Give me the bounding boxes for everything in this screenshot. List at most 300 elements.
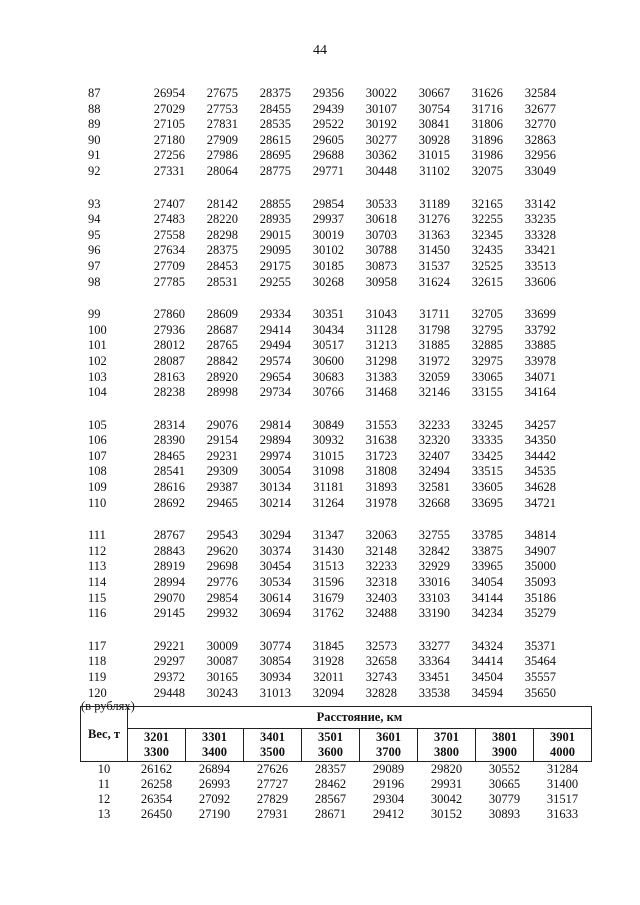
tariff-cell: 27829 [256, 792, 289, 806]
weight-cell: 12 [97, 792, 111, 806]
tariff-cell: 31633 [546, 807, 579, 821]
table-row [88, 686, 556, 702]
tariff-cell: 29522 [312, 117, 344, 132]
tariff-cell: 31716 [471, 101, 503, 116]
tariff-cell: 30932 [312, 433, 344, 448]
tariff-cell: 32581 [418, 480, 450, 495]
tariff-cell: 32755 [418, 528, 450, 543]
tariff-cell: 31762 [312, 606, 344, 621]
tariff-cell: 31102 [419, 163, 450, 178]
group-spacer [88, 511, 556, 528]
tariff-cell: 32863 [524, 132, 556, 147]
tariff-cell: 29297 [153, 654, 185, 669]
tariff-cell: 29089 [372, 762, 405, 776]
weight-cell: 111 [88, 528, 106, 543]
tariff-cell: 33190 [418, 606, 450, 621]
range-to: 4000 [550, 745, 575, 759]
tariff-cell: 30448 [365, 163, 397, 178]
tariff-cell: 30600 [312, 353, 344, 368]
tariff-cell: 30873 [365, 258, 397, 273]
tariff-cell: 27727 [256, 777, 289, 791]
table-row [88, 102, 556, 118]
tariff-cell: 28462 [314, 777, 347, 791]
tariff-cell: 33606 [524, 274, 556, 289]
table-row [88, 433, 556, 449]
spacer-cell [88, 622, 556, 639]
tariff-cell: 33605 [471, 480, 503, 495]
weight-cell: 101 [88, 338, 107, 353]
weight-cell: 120 [88, 685, 107, 700]
distance-header: Расстояние, км [128, 707, 592, 729]
table-row [88, 480, 556, 496]
tariff-table-continued [88, 86, 556, 701]
tariff-cell: 32318 [365, 575, 397, 590]
distance-range-header [128, 729, 186, 762]
distance-range-header [360, 729, 418, 762]
tariff-cell: 28615 [259, 132, 291, 147]
tariff-cell: 30665 [488, 777, 521, 791]
tariff-cell: 29154 [206, 433, 238, 448]
tariff-cell: 28535 [259, 117, 291, 132]
tariff-cell: 32795 [471, 322, 503, 337]
table-row [88, 338, 556, 354]
tariff-cell: 30683 [312, 369, 344, 384]
tariff-cell: 29814 [259, 417, 291, 432]
weight-cell: 104 [88, 385, 107, 400]
tariff-cell: 33792 [524, 322, 556, 337]
tariff-cell: 32658 [365, 654, 397, 669]
tariff-cell: 34721 [524, 495, 556, 510]
weight-cell: 102 [88, 353, 107, 368]
tariff-cell: 28012 [153, 338, 185, 353]
tariff-cell: 28695 [259, 148, 291, 163]
table-row [88, 670, 556, 686]
weight-cell: 107 [88, 448, 107, 463]
tariff-cell: 28220 [206, 212, 238, 227]
tariff-cell: 29688 [312, 148, 344, 163]
tariff-cell: 30779 [488, 792, 521, 806]
tariff-cell: 28375 [206, 243, 238, 258]
weight-cell: 113 [88, 559, 107, 574]
tariff-cell: 28775 [259, 163, 291, 178]
tariff-cell: 30268 [312, 274, 344, 289]
tariff-cell: 28842 [206, 353, 238, 368]
tariff-cell: 31845 [312, 638, 344, 653]
tariff-cell: 31276 [418, 212, 450, 227]
table-row [88, 385, 556, 401]
tariff-cell: 29231 [206, 448, 238, 463]
tariff-cell: 32320 [418, 433, 450, 448]
weight-cell: 95 [88, 227, 101, 242]
tariff-cell: 28357 [314, 762, 347, 776]
table-row [88, 354, 556, 370]
tariff-cell: 33451 [418, 670, 450, 684]
tariff-cell: 32705 [471, 307, 503, 322]
tariff-cell: 34594 [471, 685, 503, 700]
tariff-cell: 32435 [471, 243, 503, 258]
table-row [88, 370, 556, 386]
tariff-cell: 32929 [418, 559, 450, 574]
tariff-cell: 26162 [140, 762, 173, 776]
tariff-cell: 26258 [140, 777, 173, 791]
table-row [88, 148, 556, 164]
weight-cell: 93 [88, 196, 101, 211]
tariff-cell: 31363 [418, 227, 450, 242]
distance-range-header [186, 729, 244, 762]
tariff-cell: 28238 [153, 385, 185, 400]
tariff-cell: 27709 [153, 258, 185, 273]
tariff-cell: 32148 [365, 543, 397, 558]
tariff-cell: 29932 [206, 606, 238, 621]
weight-cell: 97 [88, 258, 101, 273]
tariff-cell: 26993 [198, 777, 231, 791]
tariff-cell: 34164 [524, 385, 556, 400]
tariff-cell: 31430 [312, 543, 344, 558]
spacer-cell [88, 511, 556, 528]
table-row [88, 133, 556, 149]
group-spacer [88, 290, 556, 307]
tariff-table-new-section [80, 706, 592, 822]
table-row [88, 164, 556, 180]
tariff-cell: 31679 [312, 590, 344, 605]
table-row [88, 243, 556, 259]
tariff-cell: 30849 [312, 417, 344, 432]
tariff-cell: 29820 [430, 762, 463, 776]
tariff-cell: 32494 [418, 464, 450, 479]
tariff-cell: 31896 [471, 132, 503, 147]
tariff-cell: 28767 [153, 528, 185, 543]
weight-cell: 109 [88, 480, 107, 495]
tariff-cell: 29175 [259, 258, 291, 273]
tariff-cell: 31638 [365, 433, 397, 448]
tariff-cell: 27190 [198, 807, 231, 821]
distance-range-header [476, 729, 534, 762]
tariff-cell: 27105 [153, 117, 185, 132]
tariff-cell: 27092 [198, 792, 231, 806]
tariff-cell: 31264 [312, 495, 344, 510]
tariff-cell: 30362 [365, 148, 397, 163]
distance-range-header [302, 729, 360, 762]
group-spacer [88, 180, 556, 197]
tariff-cell: 28935 [259, 212, 291, 227]
tariff-cell: 29309 [206, 464, 238, 479]
tariff-cell: 30214 [259, 495, 291, 510]
tariff-cell: 31808 [365, 464, 397, 479]
range-to: 3900 [492, 745, 517, 759]
tariff-cell: 32975 [471, 353, 503, 368]
tariff-cell: 31626 [471, 86, 503, 100]
tariff-cell: 29937 [312, 212, 344, 227]
tariff-cell: 30533 [365, 196, 397, 211]
tariff-cell: 31298 [365, 353, 397, 368]
table-row [88, 418, 556, 434]
weight-cell: 87 [88, 86, 101, 100]
tariff-cell: 28671 [314, 807, 347, 821]
tariff-cell: 30667 [418, 86, 450, 100]
table-row [88, 544, 556, 560]
tariff-cell: 28994 [153, 575, 185, 590]
tariff-cell: 28920 [206, 369, 238, 384]
tariff-cell: 32525 [471, 258, 503, 273]
tariff-cell: 30893 [488, 807, 521, 821]
tariff-cell: 28087 [153, 353, 185, 368]
tariff-cell: 29734 [259, 385, 291, 400]
tariff-cell: 33875 [471, 543, 503, 558]
tariff-cell: 33364 [418, 654, 450, 669]
tariff-cell: 30766 [312, 385, 344, 400]
tariff-cell: 33065 [471, 369, 503, 384]
tariff-cell: 33695 [471, 495, 503, 510]
tariff-cell: 34144 [471, 590, 503, 605]
tariff-cell: 29015 [259, 227, 291, 242]
tariff-cell: 31885 [418, 338, 450, 353]
tariff-cell: 31513 [312, 559, 344, 574]
weight-cell: 98 [88, 274, 101, 289]
tariff-cell: 28616 [153, 480, 185, 495]
tariff-cell: 29698 [206, 559, 238, 574]
table-row [88, 591, 556, 607]
weight-cell: 89 [88, 117, 101, 132]
tariff-cell: 32165 [471, 196, 503, 211]
tariff-cell: 29221 [153, 638, 185, 653]
tariff-cell: 29931 [430, 777, 463, 791]
tariff-cell: 27909 [206, 132, 238, 147]
tariff-cell: 33277 [418, 638, 450, 653]
tariff-cell: 30134 [259, 480, 291, 495]
tariff-cell: 30928 [418, 132, 450, 147]
tariff-cell: 28998 [206, 385, 238, 400]
table-row [88, 259, 556, 275]
tariff-cell: 29412 [372, 807, 405, 821]
tariff-cell: 29372 [153, 670, 185, 684]
weight-cell: 108 [88, 464, 107, 479]
tariff-cell: 33335 [471, 433, 503, 448]
tariff-cell: 29605 [312, 132, 344, 147]
weight-cell: 118 [88, 654, 107, 669]
tariff-cell: 29439 [312, 101, 344, 116]
tariff-cell: 33538 [418, 685, 450, 700]
tariff-cell: 31284 [546, 762, 579, 776]
tariff-cell: 31553 [365, 417, 397, 432]
tariff-cell: 34414 [471, 654, 503, 669]
tariff-cell: 34350 [524, 433, 556, 448]
tariff-cell: 30102 [312, 243, 344, 258]
tariff-cell: 32584 [524, 86, 556, 100]
tariff-cell: 30009 [206, 638, 238, 653]
tariff-cell: 32885 [471, 338, 503, 353]
tariff-cell: 27675 [206, 86, 238, 100]
spacer-cell [88, 290, 556, 307]
tariff-cell: 32075 [471, 163, 503, 178]
tariff-cell: 30754 [418, 101, 450, 116]
range-from: 3901 [550, 730, 575, 744]
tariff-cell: 34504 [471, 670, 503, 684]
tariff-cell: 31596 [312, 575, 344, 590]
tariff-cell: 35371 [524, 638, 556, 653]
table-row [81, 807, 592, 822]
tariff-cell: 30351 [312, 307, 344, 322]
tariff-cell: 30165 [206, 670, 238, 684]
tariff-cell: 32677 [524, 101, 556, 116]
tariff-cell: 32063 [365, 528, 397, 543]
tariff-cell: 29304 [372, 792, 405, 806]
tariff-cell: 29070 [153, 590, 185, 605]
weight-cell: 91 [88, 148, 101, 163]
tariff-cell: 33142 [524, 196, 556, 211]
range-to: 3600 [318, 745, 343, 759]
tariff-cell: 31798 [418, 322, 450, 337]
group-spacer [88, 401, 556, 418]
tariff-cell: 29654 [259, 369, 291, 384]
tariff-cell: 32743 [365, 670, 397, 684]
weight-cell: 106 [88, 433, 107, 448]
tariff-cell: 26450 [140, 807, 173, 821]
tariff-cell: 30277 [365, 132, 397, 147]
tariff-cell: 31711 [419, 307, 450, 322]
tariff-cell: 28314 [153, 417, 185, 432]
table-row [88, 559, 556, 575]
tariff-cell: 31468 [365, 385, 397, 400]
tariff-cell: 33785 [471, 528, 503, 543]
tariff-cell: 30185 [312, 258, 344, 273]
tariff-cell: 31893 [365, 480, 397, 495]
tariff-cell: 28163 [153, 369, 185, 384]
tariff-cell: 32488 [365, 606, 397, 621]
group-spacer [88, 622, 556, 639]
tariff-cell: 28375 [259, 86, 291, 100]
tariff-cell: 34234 [471, 606, 503, 621]
tariff-cell: 27331 [153, 163, 185, 178]
weight-cell: 103 [88, 369, 107, 384]
range-from: 3201 [144, 730, 169, 744]
tariff-cell: 35000 [524, 559, 556, 574]
table-row [81, 792, 592, 807]
table-row [88, 86, 556, 102]
tariff-cell: 32615 [471, 274, 503, 289]
tariff-cell: 27785 [153, 274, 185, 289]
tariff-cell: 32094 [312, 685, 344, 700]
tariff-cell: 30534 [259, 575, 291, 590]
distance-range-header [418, 729, 476, 762]
table-row [88, 528, 556, 544]
tariff-cell: 33515 [471, 464, 503, 479]
tariff-cell: 33699 [524, 307, 556, 322]
tariff-table-body [88, 86, 556, 701]
tariff-cell: 27256 [153, 148, 185, 163]
table-row [88, 449, 556, 465]
weight-cell: 88 [88, 101, 101, 116]
range-to: 3700 [376, 745, 401, 759]
weight-cell: 13 [97, 807, 111, 821]
tariff-cell: 31013 [259, 685, 291, 700]
table-row [88, 212, 556, 228]
tariff-cell: 31189 [419, 196, 450, 211]
tariff-cell: 34535 [524, 464, 556, 479]
tariff-cell: 27831 [206, 117, 238, 132]
distance-tariff-table [80, 706, 592, 822]
table-row [88, 275, 556, 291]
tariff-cell: 32011 [313, 670, 344, 684]
tariff-cell: 28064 [206, 163, 238, 178]
tariff-cell: 30107 [365, 101, 397, 116]
weight-cell: 119 [88, 670, 107, 684]
tariff-cell: 30192 [365, 117, 397, 132]
distance-tariff-body [81, 762, 592, 823]
tariff-cell: 28390 [153, 433, 185, 448]
tariff-cell: 33328 [524, 227, 556, 242]
tariff-cell: 29076 [206, 417, 238, 432]
range-to: 3500 [260, 745, 285, 759]
range-from: 3401 [260, 730, 285, 744]
unit-note: (в рублях) [81, 699, 135, 713]
tariff-cell: 29465 [206, 495, 238, 510]
tariff-cell: 31624 [418, 274, 450, 289]
tariff-cell: 29414 [259, 322, 291, 337]
tariff-cell: 27029 [153, 101, 185, 116]
tariff-cell: 34814 [524, 528, 556, 543]
table-row [88, 606, 556, 622]
tariff-cell: 29255 [259, 274, 291, 289]
tariff-cell: 30019 [312, 227, 344, 242]
range-from: 3801 [492, 730, 517, 744]
tariff-cell: 26354 [140, 792, 173, 806]
range-from: 3301 [202, 730, 227, 744]
tariff-cell: 30552 [488, 762, 521, 776]
table-row [81, 762, 592, 778]
tariff-cell: 35093 [524, 575, 556, 590]
tariff-cell: 30294 [259, 528, 291, 543]
tariff-cell: 31450 [418, 243, 450, 258]
tariff-cell: 31383 [365, 369, 397, 384]
weight-cell: 94 [88, 212, 101, 227]
tariff-cell: 32770 [524, 117, 556, 132]
tariff-cell: 31928 [312, 654, 344, 669]
tariff-cell: 27634 [153, 243, 185, 258]
tariff-cell: 32146 [418, 385, 450, 400]
tariff-cell: 31098 [312, 464, 344, 479]
tariff-cell: 33103 [418, 590, 450, 605]
tariff-cell: 30614 [259, 590, 291, 605]
distance-range-header [534, 729, 592, 762]
tariff-cell: 29974 [259, 448, 291, 463]
weight-cell: 11 [97, 777, 111, 791]
tariff-cell: 28919 [153, 559, 185, 574]
tariff-cell: 32407 [418, 448, 450, 463]
tariff-cell: 29196 [372, 777, 405, 791]
tariff-cell: 32059 [418, 369, 450, 384]
tariff-cell: 28453 [206, 258, 238, 273]
weight-cell: 99 [88, 307, 101, 322]
tariff-cell: 27180 [153, 132, 185, 147]
tariff-cell: 29894 [259, 433, 291, 448]
tariff-cell: 29095 [259, 243, 291, 258]
tariff-cell: 28541 [153, 464, 185, 479]
tariff-cell: 33965 [471, 559, 503, 574]
tariff-cell: 31043 [365, 307, 397, 322]
table-row [81, 777, 592, 792]
table-row [88, 464, 556, 480]
tariff-cell: 29574 [259, 353, 291, 368]
tariff-cell: 30454 [259, 559, 291, 574]
tariff-cell: 31978 [365, 495, 397, 510]
weight-cell: 100 [88, 322, 107, 337]
tariff-cell: 29356 [312, 86, 344, 100]
tariff-cell: 30618 [365, 212, 397, 227]
tariff-cell: 29448 [153, 685, 185, 700]
tariff-cell: 30022 [365, 86, 397, 100]
distance-range-header [244, 729, 302, 762]
tariff-cell: 28455 [259, 101, 291, 116]
